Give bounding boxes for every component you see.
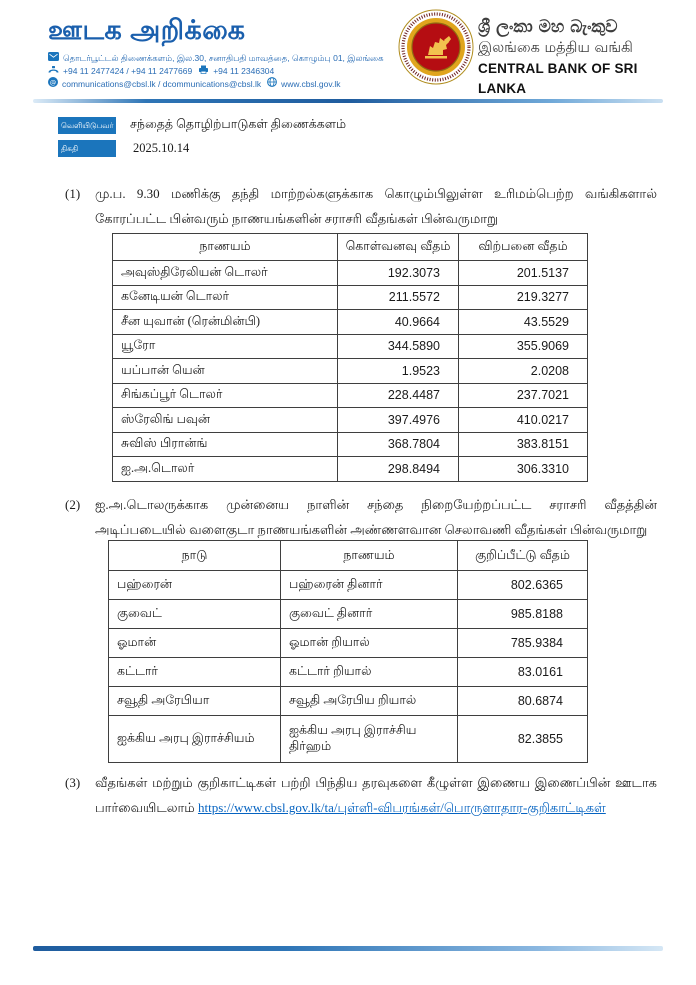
indicative-rate: 80.6874	[458, 687, 588, 716]
contact-address-row	[48, 52, 384, 65]
indicative-rate: 83.0161	[458, 658, 588, 687]
col-header-currency: நாணயம்	[113, 234, 338, 261]
buying-rate: 211.5572	[338, 285, 459, 310]
currency-name: பஹ்ரைன் தினார்	[281, 571, 458, 600]
table-row	[113, 285, 588, 310]
table-row	[113, 408, 588, 433]
envelope-icon	[48, 52, 59, 65]
buying-rate: 192.3073	[338, 261, 459, 286]
country-name: பஹ்ரைன்	[109, 571, 281, 600]
issued-by-label: வெளியிடுபவர்	[58, 117, 116, 134]
fax-icon	[198, 65, 209, 78]
paragraph-2	[65, 492, 657, 542]
contact-block	[48, 52, 384, 91]
col-header-currency: நாணயம்	[281, 541, 458, 571]
table-row	[113, 457, 588, 482]
paragraph-2-number: (2)	[65, 497, 81, 512]
table-row	[109, 629, 588, 658]
header-divider	[33, 99, 663, 103]
country-name: சவூதி அரேபியா	[109, 687, 281, 716]
currency-name: சுவிஸ் பிரான்ங்	[113, 432, 338, 457]
phone-icon	[48, 65, 59, 78]
selling-rate: 355.9069	[459, 334, 588, 359]
issued-by-value: சந்தைத் தொழிற்பாடுகள் திணைக்களம்	[130, 117, 347, 131]
table-row	[113, 334, 588, 359]
paragraph-2-text: ஐ.அ.டொலருக்காக முன்னைய நாளின் சந்தை நிறையேற்றப்பட்ட சராசரி வீதத்தின் அடிப்படையில் வளைகுடா நாணயங்களின் அண்ணளவான செலாவணி வீதங்கள் பின்வருமாறு	[95, 497, 657, 537]
buying-rate: 298.8494	[338, 457, 459, 482]
selling-rate: 2.0208	[459, 359, 588, 384]
paragraph-3-number: (3)	[65, 775, 81, 790]
paragraph-1	[65, 181, 657, 231]
table-row	[109, 687, 588, 716]
contact-emails: communications@cbsl.lk / dcommunications@cbsl.lk	[62, 78, 262, 89]
indicative-rate: 785.9384	[458, 629, 588, 658]
col-header-indicative-rate: குறிப்பீட்டு வீதம்	[458, 541, 588, 571]
country-name: கட்டார்	[109, 658, 281, 687]
country-name: ஓமான்	[109, 629, 281, 658]
col-header-buying: கொள்வனவு வீதம்	[338, 234, 459, 261]
currency-name: ஸ்ரேலிங் பவுன்	[113, 408, 338, 433]
currency-name: யூரோ	[113, 334, 338, 359]
selling-rate: 201.5137	[459, 261, 588, 286]
buying-rate: 344.5890	[338, 334, 459, 359]
bank-name-tamil: இலங்கை மத்திய வங்கி	[478, 40, 633, 56]
currency-name: ஓமான் றியால்	[281, 629, 458, 658]
paragraph-3-body: வீதங்கள் மற்றும் குறிகாட்டிகள் பற்றி பிந்திய தரவுகளை கீழுள்ள இணைய இணைப்பின் ஊடாக பார்வையிடலாம்	[95, 775, 657, 815]
currency-name: குவைட் தினார்	[281, 600, 458, 629]
page-title: ஊடக அறிக்கை	[48, 15, 246, 45]
exchange-rates-table	[112, 233, 588, 482]
contact-phones: +94 11 2477424 / +94 11 2477669	[63, 65, 193, 76]
col-header-country: நாடு	[109, 541, 281, 571]
currency-name: அவுஸ்திரேலியன் டொலர்	[113, 261, 338, 286]
bank-name-sinhala: ශ්‍රී ලංකා මහ බැංකුව	[478, 17, 618, 37]
currency-name: கனேடியன் டொலர்	[113, 285, 338, 310]
table-row	[109, 571, 588, 600]
currency-name: யப்பான் யென்	[113, 359, 338, 384]
buying-rate: 397.4976	[338, 408, 459, 433]
bank-name-english: CENTRAL BANK OF SRI LANKA	[478, 61, 638, 96]
table-row	[113, 383, 588, 408]
paragraph-1-number: (1)	[65, 186, 81, 201]
table-row	[113, 310, 588, 335]
currency-name: கட்டார் றியால்	[281, 658, 458, 687]
contact-address: தொடர்பூட்டல் திணைக்களம், இல.30, சனாதிபதி மாவத்தை, கொழும்பு 01, இலங்கை	[63, 53, 384, 63]
selling-rate: 43.5529	[459, 310, 588, 335]
indicative-rate: 82.3855	[458, 716, 588, 763]
cbsl-emblem	[398, 9, 474, 85]
country-name: ஐக்கிய அரபு இராச்சியம்	[109, 716, 281, 763]
masthead-left	[48, 14, 384, 91]
currency-name: ஐக்கிய அரபு இராச்சிய திர்ஹம்	[281, 716, 458, 763]
date-label: திகதி	[58, 140, 116, 157]
currency-name: ஐ.அ.டொலர்	[113, 457, 338, 482]
currency-name: சீன யுவான் (ரென்மின்பி)	[113, 310, 338, 335]
table-row	[113, 261, 588, 286]
selling-rate: 219.3277	[459, 285, 588, 310]
buying-rate: 1.9523	[338, 359, 459, 384]
contact-web-row	[48, 77, 378, 91]
email-icon	[48, 77, 58, 91]
indicators-link[interactable]: https://www.cbsl.gov.lk/ta/புள்ளி-விபரங்கள்/பொருளாதார-குறிகாட்டிகள்	[197, 800, 606, 815]
bank-names	[478, 16, 688, 99]
contact-website: www.cbsl.gov.lk	[281, 78, 341, 89]
selling-rate: 237.7021	[459, 383, 588, 408]
col-header-selling: விற்பனை வீதம்	[459, 234, 588, 261]
currency-name: சிங்கப்பூர் டொலர்	[113, 383, 338, 408]
date-value: 2025.10.14	[133, 141, 190, 155]
selling-rate: 306.3310	[459, 457, 588, 482]
currency-name: சவூதி அரேபிய றியால்	[281, 687, 458, 716]
globe-icon	[267, 77, 277, 91]
buying-rate: 40.9664	[338, 310, 459, 335]
paragraph-1-text: மு.ப. 9.30 மணிக்கு தந்தி மாற்றல்களுக்காக கொழும்பிலுள்ள உரிமம்பெற்ற வங்கிகளால் கோரப்பட்ட பின்வரும் நாணயங்களின் சராசரி வீதங்கள் பின்வருமாறு	[95, 186, 657, 226]
gulf-rates-table	[108, 540, 588, 763]
table-row	[109, 716, 588, 763]
table-row	[109, 600, 588, 629]
svg-text:@: @	[49, 78, 57, 87]
contact-fax: +94 11 2346304	[213, 65, 275, 76]
indicative-rate: 802.6365	[458, 571, 588, 600]
indicative-rate: 985.8188	[458, 600, 588, 629]
table-row	[109, 658, 588, 687]
buying-rate: 228.4487	[338, 383, 459, 408]
selling-rate: 410.0217	[459, 408, 588, 433]
paragraph-3	[65, 770, 657, 820]
contact-phone-row	[48, 65, 378, 78]
selling-rate: 383.8151	[459, 432, 588, 457]
country-name: குவைட்	[109, 600, 281, 629]
footer-divider	[33, 946, 663, 951]
table-row	[113, 432, 588, 457]
table-row	[113, 359, 588, 384]
table-header-row	[109, 541, 588, 571]
paragraph-3-text	[95, 770, 657, 820]
buying-rate: 368.7804	[338, 432, 459, 457]
table-header-row	[113, 234, 588, 261]
